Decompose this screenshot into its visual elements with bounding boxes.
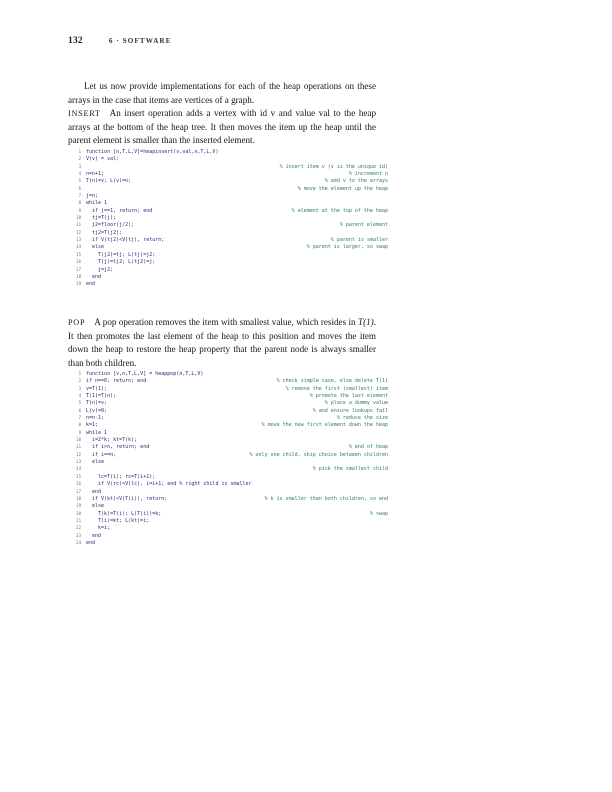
- code-line: [68, 155, 388, 162]
- code-text: T(j)=tj2; L(tj2)=j;: [86, 259, 156, 266]
- line-number: 12: [76, 451, 81, 457]
- line-number: 7: [78, 193, 81, 199]
- line-number: 11: [76, 222, 81, 228]
- code-line: [68, 392, 388, 399]
- code-line: [68, 399, 388, 406]
- line-number: 1: [78, 149, 81, 154]
- paragraph-pop: [68, 316, 376, 370]
- code-comment: % add v to the arrays: [324, 178, 388, 185]
- line-number: 18: [76, 273, 81, 279]
- line-number: 2: [78, 156, 81, 162]
- code-text: if i==n,: [86, 451, 165, 458]
- chapter-title: 6 · SOFTWARE: [108, 36, 172, 45]
- code-text: k=1;: [86, 422, 165, 429]
- line-number: 22: [76, 525, 81, 531]
- code-line: [68, 163, 388, 170]
- code-text: n=n+1;: [86, 171, 165, 178]
- code-line: [68, 207, 388, 214]
- code-text: end: [86, 273, 102, 280]
- code-line: [68, 502, 388, 509]
- code-text: j2=floor(j/2);: [86, 222, 165, 229]
- code-text: T(k)=T(i); L(T(i))=k;: [86, 510, 165, 517]
- code-line: [68, 273, 388, 280]
- code-line: [68, 221, 388, 228]
- line-number: 16: [76, 259, 81, 265]
- code-line: [68, 407, 388, 414]
- code-comment: % parent element: [339, 222, 388, 229]
- code-text: end: [86, 539, 96, 546]
- line-number: 4: [78, 393, 81, 399]
- paragraph-intro: Let us now provide implementations for each of the heap operations on these arrays in the case that items are vertices of a graph.: [68, 81, 376, 105]
- code-text: function [v,n,T,L,V] = heappop(n,T,L,V): [86, 371, 204, 377]
- code-line: [68, 473, 388, 480]
- code-line: [68, 280, 388, 287]
- code-text: j=n;: [86, 193, 99, 200]
- code-line: [68, 510, 388, 517]
- code-text: if V(kt)<V(T(i)), return;: [86, 495, 171, 502]
- line-number: 10: [76, 215, 81, 221]
- line-number: 14: [76, 244, 81, 250]
- line-number: 23: [76, 532, 81, 538]
- code-text: [86, 164, 280, 171]
- code-comment: % move the element up the heap: [297, 185, 388, 192]
- code-comment: % and ensure lookups fail: [312, 407, 388, 414]
- line-number: 3: [78, 163, 81, 169]
- code-comment: % end of heap: [348, 444, 388, 451]
- line-number: 6: [78, 407, 81, 413]
- line-number: 6: [78, 185, 81, 191]
- code-line: [68, 236, 388, 243]
- code-line: [68, 370, 388, 377]
- code-text: if n==0, return; end: [86, 378, 165, 385]
- line-number: 9: [78, 429, 81, 435]
- code-text: tj2=T(j2);: [86, 229, 123, 236]
- code-line: [68, 421, 388, 428]
- code-comment: % k is smaller than both children, so end: [264, 495, 388, 502]
- code-text: if V(tj2)<V(tj), return;: [86, 237, 168, 244]
- code-line: [68, 266, 388, 273]
- line-number: 1: [78, 371, 81, 376]
- code-text: T(n)=v; L(v)=n;: [86, 178, 165, 185]
- line-number: 13: [76, 237, 81, 243]
- code-listing-heapinsert: [68, 148, 388, 288]
- code-line: [68, 243, 388, 250]
- code-comment: % reduce the size: [336, 415, 388, 422]
- code-line: [68, 192, 388, 199]
- code-text: else: [86, 459, 105, 466]
- line-number: 24: [76, 539, 81, 545]
- code-text: end: [86, 281, 96, 288]
- code-text: v=T(1);: [86, 385, 165, 392]
- code-comment: % pick the smallest child: [300, 466, 388, 473]
- code-line: [68, 495, 388, 502]
- line-number: 5: [78, 178, 81, 184]
- code-line: [68, 385, 388, 392]
- code-line: [68, 488, 388, 495]
- code-line: [68, 429, 388, 436]
- line-number: 10: [76, 437, 81, 443]
- code-text: j=j2;: [86, 266, 114, 273]
- code-text: [86, 466, 301, 473]
- code-comment: % parent is larger, so swap: [306, 244, 388, 251]
- code-comment: % promote the last element: [309, 393, 388, 400]
- line-number: 20: [76, 510, 81, 516]
- code-line: [68, 465, 388, 472]
- code-comment: % increment n: [348, 171, 388, 178]
- code-line: [68, 517, 388, 524]
- line-number: 21: [76, 517, 81, 523]
- line-number: 13: [76, 459, 81, 465]
- code-line: [68, 148, 388, 155]
- line-number: 4: [78, 171, 81, 177]
- code-line: [68, 480, 388, 487]
- line-number: 12: [76, 229, 81, 235]
- code-text: if i>n, return; end: [86, 444, 165, 451]
- pop-math-expression: T(1): [358, 317, 374, 327]
- intro-text-block: [68, 80, 376, 148]
- code-text: n=n-1;: [86, 415, 165, 422]
- code-text: L(v)=0;: [86, 407, 165, 414]
- code-text: [86, 186, 298, 193]
- code-listing-heappop: [68, 370, 388, 546]
- pop-runin-label: POP: [68, 318, 86, 327]
- code-line: [68, 258, 388, 265]
- line-number: 11: [76, 444, 81, 450]
- line-number: 2: [78, 378, 81, 384]
- code-text: lc=T(i); rc=T(i+1);: [86, 473, 156, 480]
- code-text: k=i;: [86, 525, 111, 532]
- code-comment: % only one child, skip choice between children: [249, 451, 388, 458]
- code-text: T(j2)=tj; L(tj)=j2;: [86, 251, 156, 258]
- code-text: V(v) = val;: [86, 156, 120, 163]
- running-head: [68, 36, 448, 50]
- code-line: [68, 458, 388, 465]
- code-comment: % move the new first element down the heap: [261, 422, 388, 429]
- code-comment: % swap: [369, 510, 388, 517]
- code-line: [68, 229, 388, 236]
- line-number: 17: [76, 488, 81, 494]
- line-number: 5: [78, 400, 81, 406]
- page-number: 132: [68, 36, 83, 46]
- code-line: [68, 524, 388, 531]
- pop-body-text-1: A pop operation removes the item with smallest value, which resides in: [94, 317, 359, 327]
- paragraph-insert: [68, 107, 376, 148]
- insert-body-text: An insert operation adds a vertex with id v and value val to the heap arrays at the bottom of the heap tree. It then moves the item up the heap until the parent element is smaller than the inserted element.: [68, 108, 376, 146]
- line-number: 16: [76, 481, 81, 487]
- code-text: T(n)=v;: [86, 400, 165, 407]
- code-text: else: [86, 503, 105, 510]
- insert-runin-label: INSERT: [68, 109, 101, 119]
- code-line: [68, 451, 388, 458]
- code-text: T(i)=kt; L(kt)=i;: [86, 517, 150, 524]
- code-text: tj=T(j);: [86, 215, 117, 222]
- code-text: if V(rc)<V(lc), i=i+1; end % right child is smaller: [86, 481, 252, 488]
- code-comment: % insert item v (v is the unique id): [279, 163, 388, 170]
- line-number: 14: [76, 466, 81, 472]
- pop-text-block: [68, 316, 376, 370]
- line-number: 3: [78, 385, 81, 391]
- code-text: T(1)=T(n);: [86, 393, 165, 400]
- code-line: [68, 436, 388, 443]
- code-line: [68, 199, 388, 206]
- line-number: 8: [78, 422, 81, 428]
- code-comment: % check simple case, else delete T(1): [276, 378, 388, 385]
- code-text: while 1: [86, 200, 108, 207]
- code-text: else: [86, 244, 165, 251]
- code-comment: % element at the top of the heap: [291, 207, 388, 214]
- code-line: [68, 251, 388, 258]
- line-number: 15: [76, 251, 81, 257]
- line-number: 17: [76, 266, 81, 272]
- code-text: end: [86, 488, 102, 495]
- code-text: while 1: [86, 429, 108, 436]
- code-text: end: [86, 532, 102, 539]
- code-text: function [n,T,L,V]=heapinsert(v,val,n,T,L,V): [86, 149, 219, 155]
- line-number: 18: [76, 495, 81, 501]
- code-comment: % remove the first (smallest) item: [285, 385, 388, 392]
- code-text: if j==1, return; end: [86, 207, 165, 214]
- code-line: [68, 177, 388, 184]
- line-number: 19: [76, 281, 81, 287]
- code-line: [68, 214, 388, 221]
- pop-body-text-2: . It then promotes the last element of the heap to this position and moves the item down the heap to restore the heap property that the parent node is always smaller than both children.: [68, 317, 376, 368]
- code-line: [68, 185, 388, 192]
- code-line: [68, 414, 388, 421]
- code-line: [68, 377, 388, 384]
- code-line: [68, 539, 388, 546]
- line-number: 7: [78, 415, 81, 421]
- code-comment: % parent is smaller: [330, 237, 388, 244]
- code-comment: % place a dummy value: [324, 400, 388, 407]
- code-line: [68, 532, 388, 539]
- code-line: [68, 443, 388, 450]
- code-text: i=2*k; kt=T(k);: [86, 437, 138, 444]
- line-number: 15: [76, 473, 81, 479]
- line-number: 9: [78, 207, 81, 213]
- line-number: 8: [78, 200, 81, 206]
- code-line: [68, 170, 388, 177]
- line-number: 19: [76, 503, 81, 509]
